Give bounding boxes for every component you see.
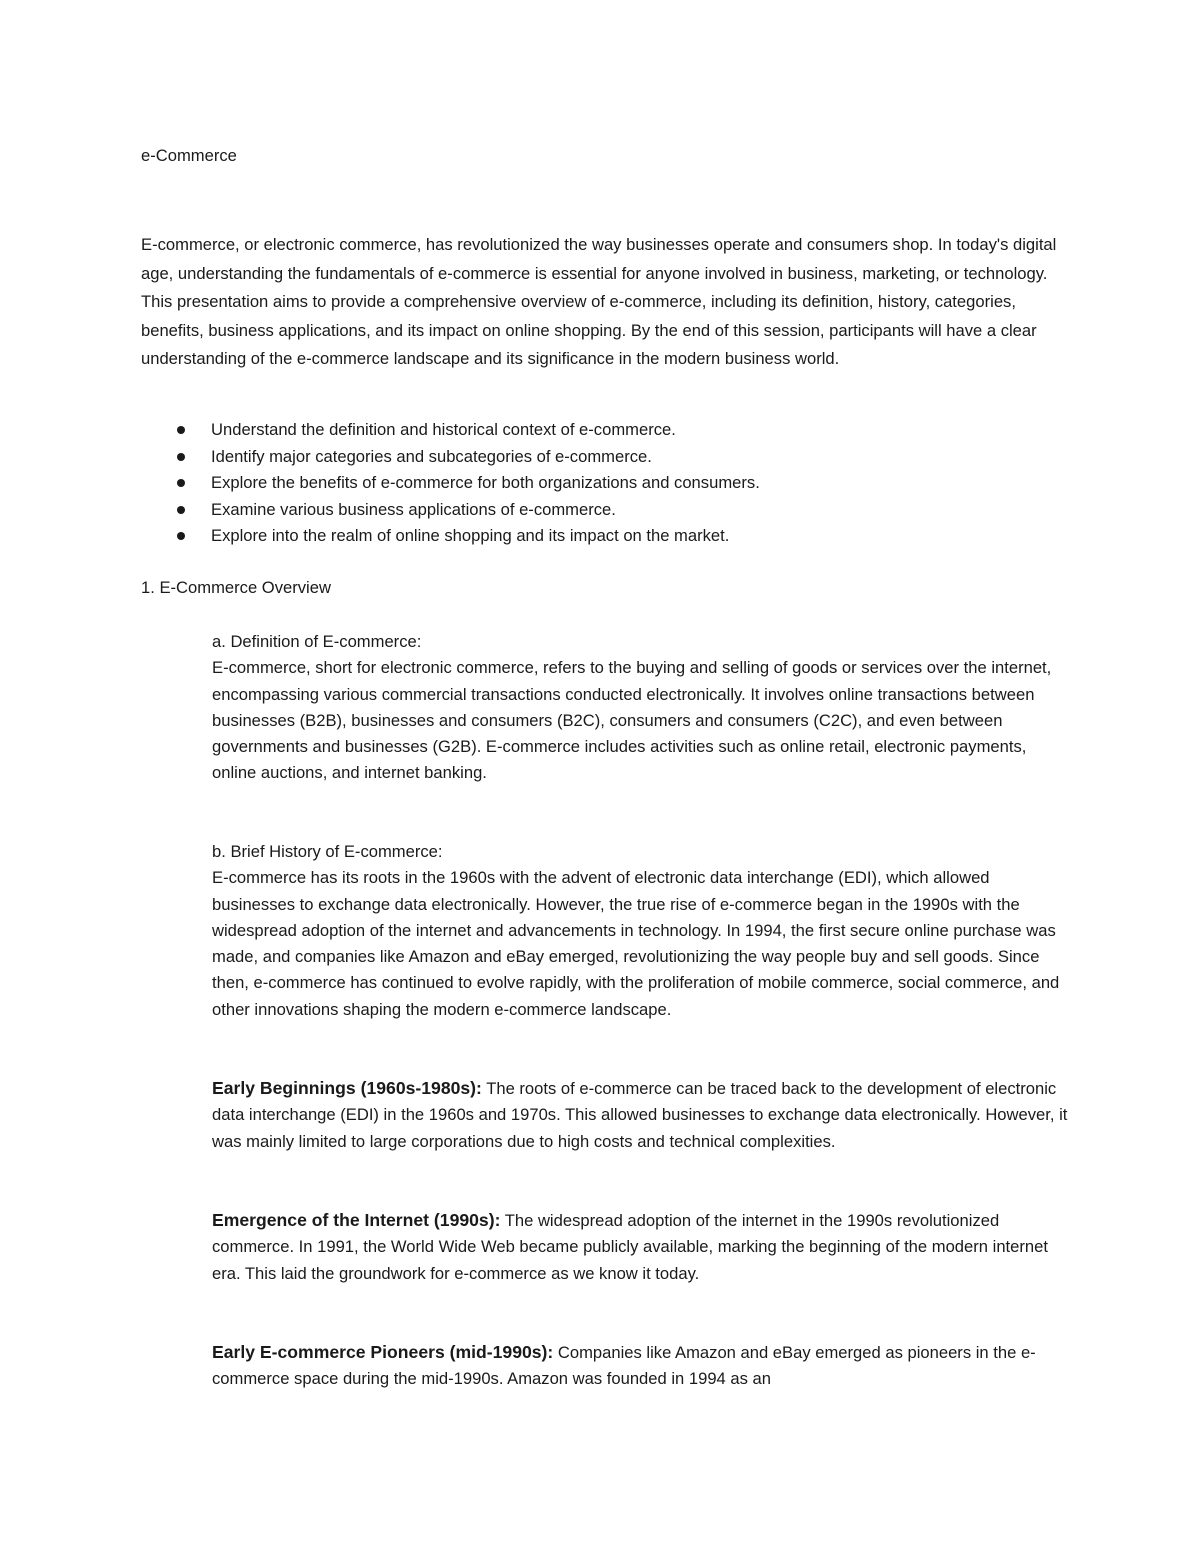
- history-block: [212, 839, 1072, 1023]
- phase-paragraph: [212, 1207, 1072, 1287]
- bullet-icon: [177, 506, 185, 514]
- phase-paragraph: [212, 1339, 1072, 1393]
- list-item: [141, 523, 1061, 550]
- definition-heading: a. Definition of E-commerce:: [212, 632, 422, 651]
- phase-body: Companies like Amazon and eBay emerged as pioneers in the e-commerce space during the mid-1990s. Amazon was founded in 1994 as an: [212, 1343, 1036, 1389]
- objective-text: Examine various business applications of e-commerce.: [211, 499, 616, 519]
- history-body: E-commerce has its roots in the 1960s with the advent of electronic data interchange (EDI), which allowed businesses to exchange data electronically. However, the true rise of e-commerce began in the 1990s with the widespread adoption of the internet and advancements in technology. In 1994, the first secure online purchase was made, and companies like Amazon and eBay emerged, revolutionizing the way people buy and sell goods. Since then, e-commerce has continued to evolve rapidly, with the proliferation of mobile commerce, social commerce, and other innovations shaping the modern e-commerce landscape.: [212, 868, 1060, 1019]
- bullet-icon: [177, 453, 185, 461]
- bullet-icon: [177, 479, 185, 487]
- phase-title: Early E-commerce Pioneers (mid-1990s):: [212, 1342, 554, 1362]
- phase-title: Emergence of the Internet (1990s):: [212, 1210, 501, 1230]
- objective-text: Understand the definition and historical context of e-commerce.: [211, 420, 676, 439]
- list-item: [141, 417, 1061, 444]
- phase-paragraph: [212, 1075, 1072, 1155]
- list-item: [141, 444, 1061, 471]
- section-heading: 1. E-Commerce Overview: [141, 578, 331, 597]
- phase-body: The widespread adoption of the internet in the 1990s revolutionized commerce. In 1991, the World Wide Web became publicly available, marking the beginning of the modern internet era. This laid the groundwork for e-commerce as we know it today.: [212, 1211, 1048, 1283]
- intro-paragraph: E-commerce, or electronic commerce, has revolutionized the way businesses operate and consumers shop. In today's digital age, understanding the fundamentals of e-commerce is essential for anyone involved in business, marketing, or technology. This presentation aims to provide a comprehensive overview of e-commerce, including its definition, history, categories, benefits, business applications, and its impact on online shopping. By the end of this session, participants will have a clear understanding of the e-commerce landscape and its significance in the modern business world.: [141, 235, 1057, 369]
- history-heading: b. Brief History of E-commerce:: [212, 842, 443, 861]
- phase-body: The roots of e-commerce can be traced back to the development of electronic data interchange (EDI) in the 1960s and 1970s. This allowed businesses to exchange data electronically. However, it was mainly limited to large corporations due to high costs and technical complexities.: [212, 1079, 1068, 1151]
- definition-block: [212, 629, 1072, 787]
- objective-text: Explore into the realm of online shopping and its impact on the market.: [211, 526, 730, 545]
- bullet-icon: [177, 426, 185, 434]
- list-item: [141, 497, 1061, 524]
- objectives-list: [141, 417, 1061, 550]
- objective-text: Identify major categories and subcategories of e-commerce.: [211, 446, 652, 466]
- definition-body: E-commerce, short for electronic commerce, refers to the buying and selling of goods or services over the internet, encompassing various commercial transactions conducted electronically. It involves online transactions between businesses (B2B), businesses and consumers (B2C), consumers and consumers (C2C), and even between governments and businesses (G2B). E-commerce includes activities such as online retail, electronic payments, online auctions, and internet banking.: [212, 658, 1052, 783]
- bullet-icon: [177, 532, 185, 540]
- objective-text: Explore the benefits of e-commerce for both organizations and consumers.: [211, 473, 760, 492]
- document-title: e-Commerce: [141, 146, 237, 165]
- list-item: [141, 470, 1061, 497]
- phase-title: Early Beginnings (1960s-1980s):: [212, 1078, 482, 1098]
